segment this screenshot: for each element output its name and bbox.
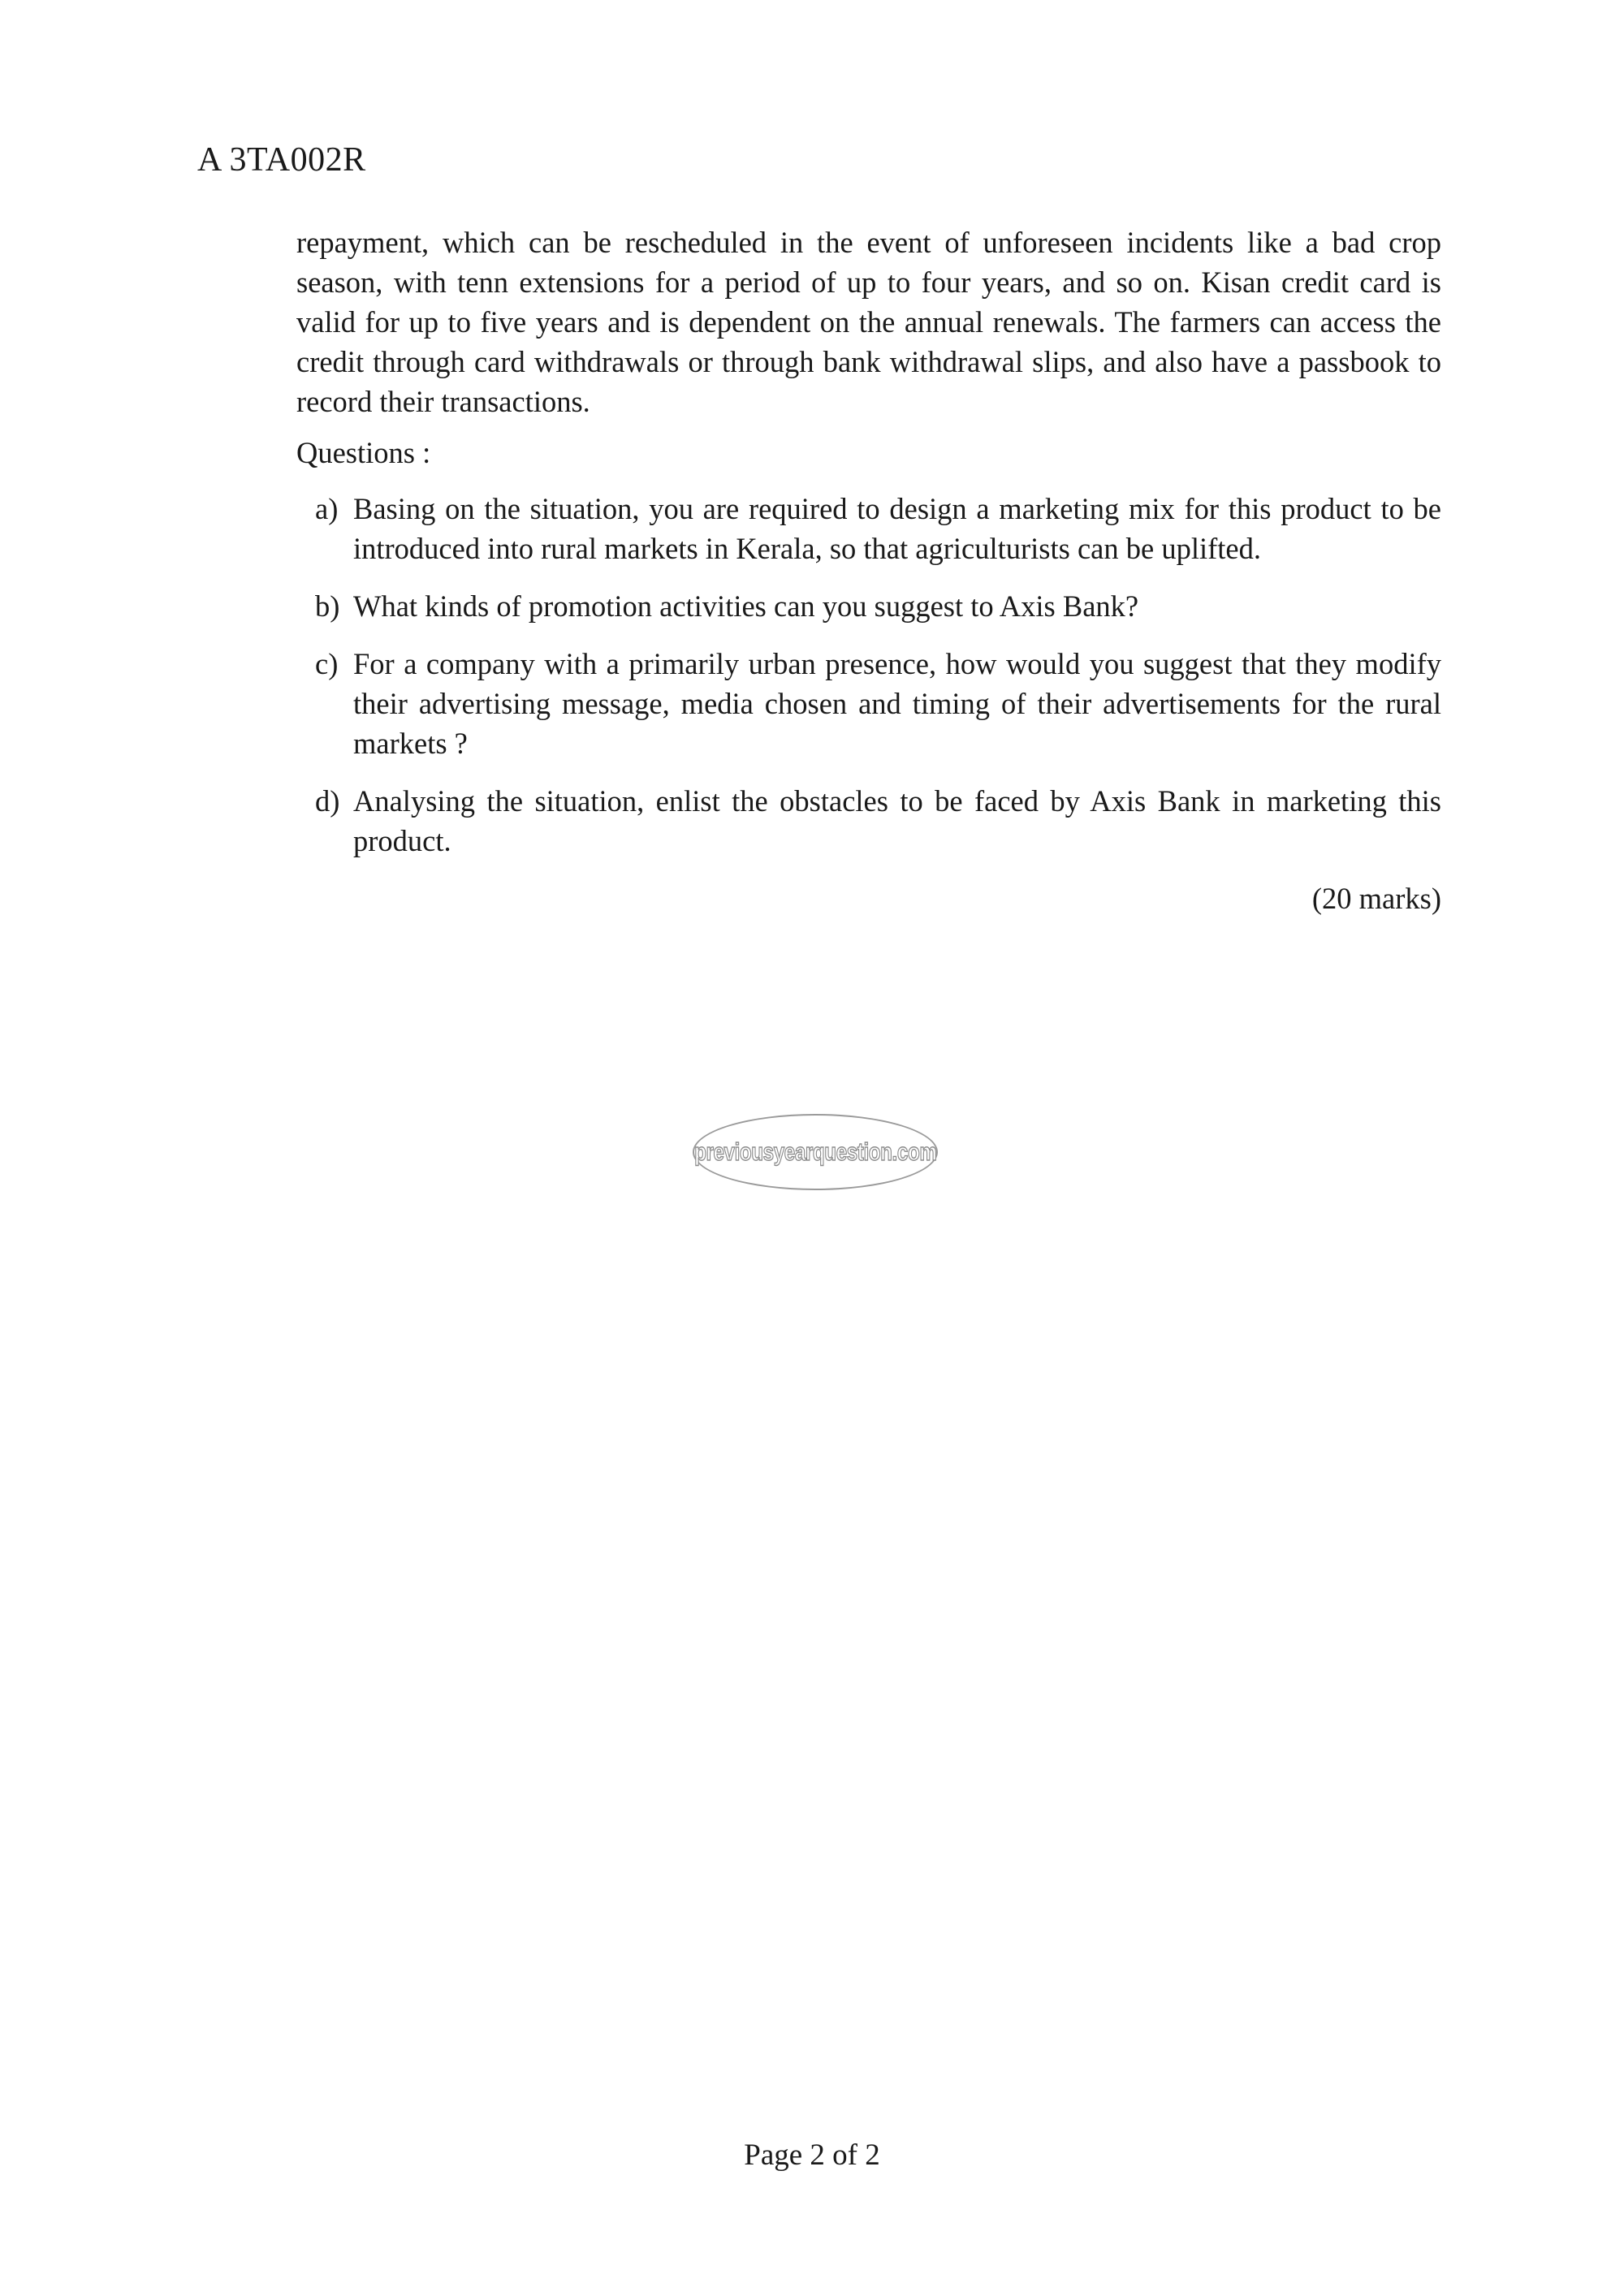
question-item-a (296, 489, 1441, 568)
paper-code: A 3TA002R (197, 141, 366, 179)
page-number: Page 2 of 2 (744, 2138, 880, 2172)
question-marker: c) (315, 647, 339, 680)
question-text: For a company with a primarily urban presence, how would you suggest that they modify their advertising message, media chosen and timing of their advertisements for the rural markets ? (353, 647, 1441, 760)
question-body (296, 222, 1441, 918)
question-text: What kinds of promotion activities can you suggest to Axis Bank? (353, 589, 1139, 623)
question-marker: a) (315, 492, 339, 525)
question-text: Analysing the situation, enlist the obstacles to be faced by Axis Bank in marketing this product. (353, 784, 1441, 857)
question-text: Basing on the situation, you are required to design a marketing mix for this product to be introduced into rural markets in Kerala, so that agriculturists can be uplifted. (353, 492, 1441, 565)
watermark-text: previousyearquestion.com (693, 1137, 937, 1166)
marks-label: (20 marks) (1311, 882, 1441, 915)
question-item-d (296, 781, 1441, 861)
questions-heading: Questions : (296, 436, 431, 469)
question-list (296, 489, 1441, 861)
watermark-logo (693, 1114, 938, 1190)
question-marker: b) (315, 589, 340, 623)
question-item-c (296, 644, 1441, 763)
question-item-b (296, 586, 1441, 626)
case-text-paragraph: repayment, which can be rescheduled in the event of unforeseen incidents like a bad crop season, with tenn extensions for a period of up to four years, and so on. Kisan credit card is valid for up to five years and is dependent on the annual renewals. The farmers can access the credit through card withdrawals or through bank withdrawal slips, and also have a passbook to record their transactions. (296, 226, 1441, 418)
question-marker: d) (315, 784, 340, 818)
